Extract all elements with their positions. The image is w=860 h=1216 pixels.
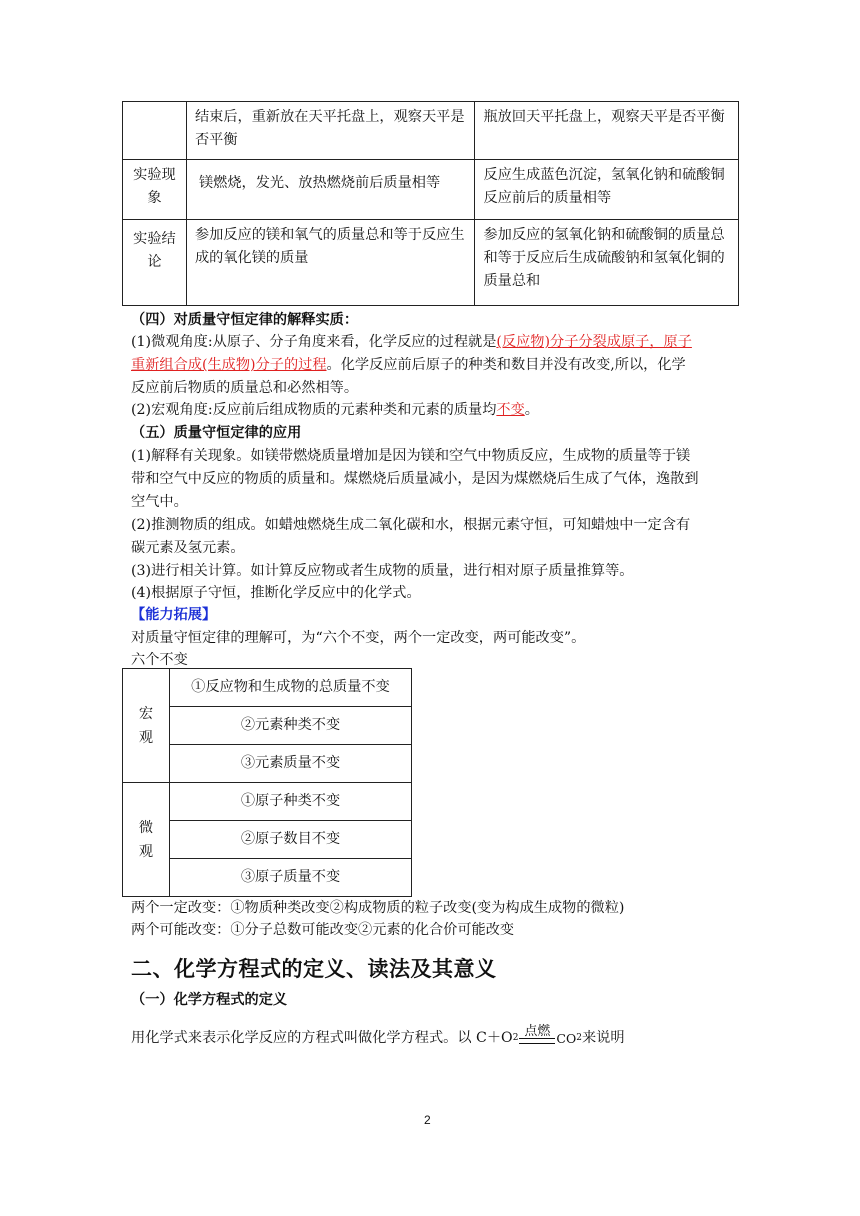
section5-p1-line1: (1)解释有关现象。如镁带燃烧质量增加是因为镁和空气中物质反应，生成物的质量等于镁 — [131, 448, 691, 464]
section5-p1-line3: 空气中。 — [131, 494, 188, 510]
section5-p2-line2: 碳元素及氢元素。 — [131, 540, 245, 556]
text: (2)宏观角度:反应前后组成物质的元素种类和元素的质量均 — [131, 402, 497, 418]
six-unchanged-title: 六个不变 — [131, 652, 188, 668]
subscript: 2 — [512, 1033, 519, 1043]
six-unchanged-table — [122, 668, 412, 897]
list-item: ②元素种类不变 — [169, 707, 411, 745]
text: 。化学反应前后原子的种类和数目并没有改变,所以，化学 — [326, 357, 686, 373]
page-number: 2 — [424, 1113, 431, 1127]
table-cell-empty — [123, 102, 187, 160]
table-cell: 镁燃烧，发光、放热燃烧前后质量相等 — [186, 160, 475, 220]
table-row — [123, 783, 412, 821]
subscript: 2 — [576, 1033, 582, 1043]
section5-p1-line2: 带和空气中反应的物质的质量和。煤燃烧后质量减小，是因为煤燃烧后生成了气体，逸散到 — [131, 471, 699, 487]
table-row — [123, 220, 739, 306]
extension-intro: 对质量守恒定律的理解可，为“六个不变，两个一定改变，两可能改变”。 — [131, 630, 586, 646]
section5-p4: (4)根据原子守恒，推断化学反应中的化学式。 — [131, 585, 421, 601]
row-label-conclusion: 实验结论 — [123, 220, 187, 306]
table-cell: 瓶放回天平托盘上，观察天平是否平衡 — [475, 102, 739, 160]
section5-heading: （五）质量守恒定律的应用 — [131, 425, 302, 441]
experiment-table — [122, 101, 739, 306]
text: 用化学式来表示化学反应的方程式叫做化学方程式。以 C＋O — [131, 1030, 513, 1046]
micro-label: 微观 — [123, 783, 170, 897]
product-formula: CO — [556, 1031, 577, 1046]
highlight-text: 重新组合成(生成物)分子的过程 — [131, 357, 327, 373]
section4-p1-line3: 反应前后物质的质量总和必然相等。 — [131, 380, 359, 396]
table-row — [123, 160, 739, 220]
section-two-title: 二、化学方程式的定义、读法及其意义 — [131, 957, 497, 981]
table-cell: 反应生成蓝色沉淀，氢氧化钠和硫酸铜反应前后的质量相等 — [475, 160, 739, 220]
list-item: ①原子种类不变 — [169, 783, 411, 821]
table-cell: 结束后，重新放在天平托盘上，观察天平是否平衡 — [186, 102, 475, 160]
reaction-arrow — [519, 1025, 555, 1049]
table-row — [123, 102, 739, 160]
table-cell: 参加反应的镁和氧气的质量总和等于反应生成的氧化镁的质量 — [186, 220, 475, 306]
must-change-text: 两个一定改变：①物质种类改变②构成物质的粒子改变(变为构成生成物的微粒) — [131, 900, 625, 916]
table-cell: 参加反应的氢氧化钠和硫酸铜的质量总和等于反应后生成硫酸钠和氢氧化铜的质量总和 — [475, 220, 739, 306]
section4-p1-line2 — [131, 355, 686, 376]
text: (1)微观角度:从原子、分子角度来看，化学反应的过程就是 — [131, 334, 497, 350]
equals-sign — [519, 1038, 555, 1044]
table-row — [123, 669, 412, 707]
section5-p3: (3)进行相关计算。如计算反应物或者生成物的质量，进行相对原子质量推算等。 — [131, 563, 634, 579]
highlight-text: (反应物)分子分裂成原子，原子 — [496, 334, 692, 350]
macro-label: 宏观 — [123, 669, 170, 783]
section4-heading: （四）对质量守恒定律的解释实质： — [131, 312, 359, 328]
reaction-condition: 点燃 — [524, 1024, 551, 1039]
section5-p2-line1: (2)推测物质的组成。如蜡烛燃烧生成二氧化碳和水，根据元素守恒，可知蜡烛中一定含有 — [131, 517, 691, 533]
may-change-text: 两个可能改变：①分子总数可能改变②元素的化合价可能改变 — [131, 922, 515, 938]
list-item: ③原子质量不变 — [169, 859, 411, 897]
list-item: ①反应物和生成物的总质量不变 — [169, 669, 411, 707]
section4-p2 — [131, 400, 539, 421]
list-item: ②原子数目不变 — [169, 821, 411, 859]
definition-line — [131, 1015, 625, 1049]
section4-p1-line1 — [131, 332, 692, 353]
row-label-phenomenon: 实验现象 — [123, 160, 187, 220]
extension-heading: 【能力拓展】 — [131, 607, 217, 623]
text: 来说明 — [581, 1030, 625, 1046]
text: 。 — [524, 402, 539, 418]
list-item: ③元素质量不变 — [169, 745, 411, 783]
highlight-text: 不变 — [496, 402, 525, 418]
section-two-subheading: （一）化学方程式的定义 — [131, 992, 288, 1008]
